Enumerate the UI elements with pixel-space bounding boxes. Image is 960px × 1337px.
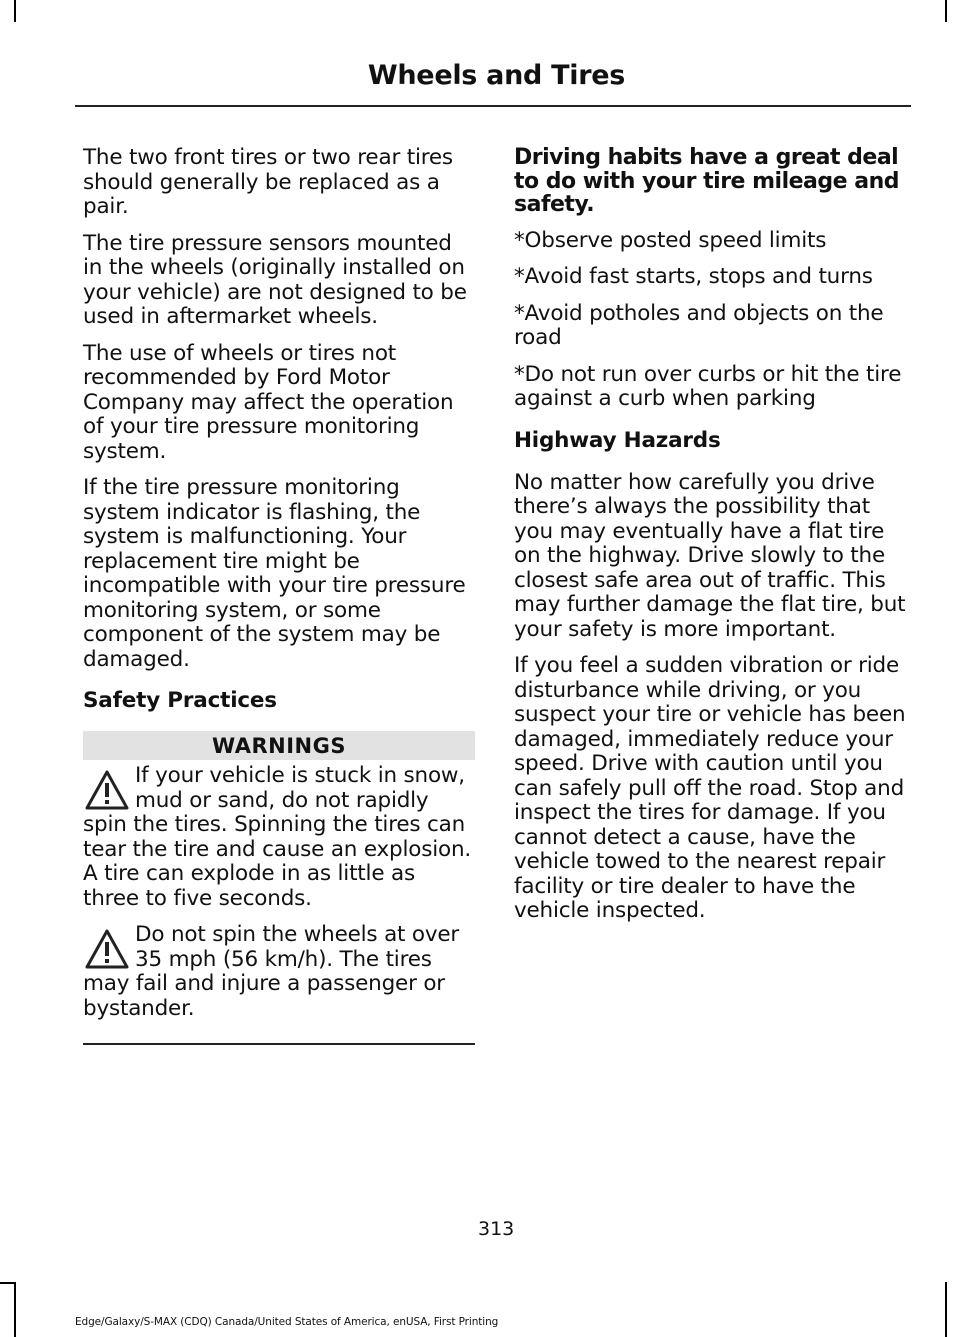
paragraph: If you feel a sudden vibration or ride disturbance while driving, or you suspect your tire or vehicle has been damaged, immediately reduce your speed. Drive with caution until you can safely pull off the road. Stop and inspect the tires for damage. If you cannot detect a cause, have the vehicle towed to the nearest repair facility or tire dealer to have the vehicle inspected. (514, 653, 906, 923)
header-divider (75, 105, 911, 107)
warnings-header: WARNINGS (83, 731, 475, 760)
paragraph: The use of wheels or tires not recommended by Ford Motor Company may affect the operation of your tire pressure monitoring system. (83, 340, 454, 464)
warning-text: If your vehicle is stuck in snow, mud or sand, do not rapidly spin the tires. Spinning the tires can tear the tire and cause an explosion. A tire can explode in as little as three to five seconds. (83, 763, 471, 911)
section-heading-safety: Safety Practices (83, 688, 277, 713)
list-item: *Avoid fast starts, stops and turns (514, 264, 873, 289)
warning-text: Do not spin the wheels at over 35 mph (56 km/h). The tires may fail and injure a passenger or bystander. (83, 922, 460, 1021)
warning-block (83, 923, 475, 1021)
warning-triangle-icon (83, 768, 131, 812)
warnings-divider (83, 1043, 475, 1045)
crop-mark-top-left (14, 0, 16, 22)
lead-heading: Driving habits have a great deal to do with your tire mileage and safety. (514, 145, 899, 217)
paragraph: The tire pressure sensors mounted in the wheels (originally installed on your vehicle) are not designed to be used in aftermarket wheels. (83, 230, 467, 329)
section-heading-highway-hazards: Highway Hazards (514, 427, 721, 453)
paragraph: No matter how carefully you drive there’s always the possibility that you may eventually have a flat tire on the highway. Drive slowly to the closest safe area out of traffic. This may further damage the flat tire, but your safety is more important. (514, 469, 906, 642)
crop-mark-bottom-left-h (0, 1282, 16, 1284)
paragraph: If the tire pressure monitoring system indicator is flashing, the system is malfunctioning. Your replacement tire might be incompatible with your tire pressure monitoring system, or some component of the system may be damaged. (83, 475, 466, 672)
paragraph: The two front tires or two rear tires should generally be replaced as a pair. (83, 145, 453, 219)
list-item: *Observe posted speed limits (514, 227, 827, 253)
right-column (514, 146, 910, 936)
crop-mark-bottom-right (945, 1282, 947, 1337)
left-column (83, 146, 475, 1045)
crop-mark-bottom-left (14, 1282, 16, 1337)
list-item: *Avoid potholes and objects on the road (514, 300, 884, 350)
page-title: Wheels and Tires (367, 60, 625, 91)
warning-block (83, 764, 475, 911)
footer-text: Edge/Galaxy/S-MAX (CDQ) Canada/United States of America, enUSA, First Printing (75, 1316, 499, 1328)
list-item: *Do not run over curbs or hit the tire against a curb when parking (514, 361, 902, 411)
warning-triangle-icon (83, 927, 131, 971)
page-number: 313 (478, 1218, 515, 1240)
crop-mark-top-right (945, 0, 947, 22)
